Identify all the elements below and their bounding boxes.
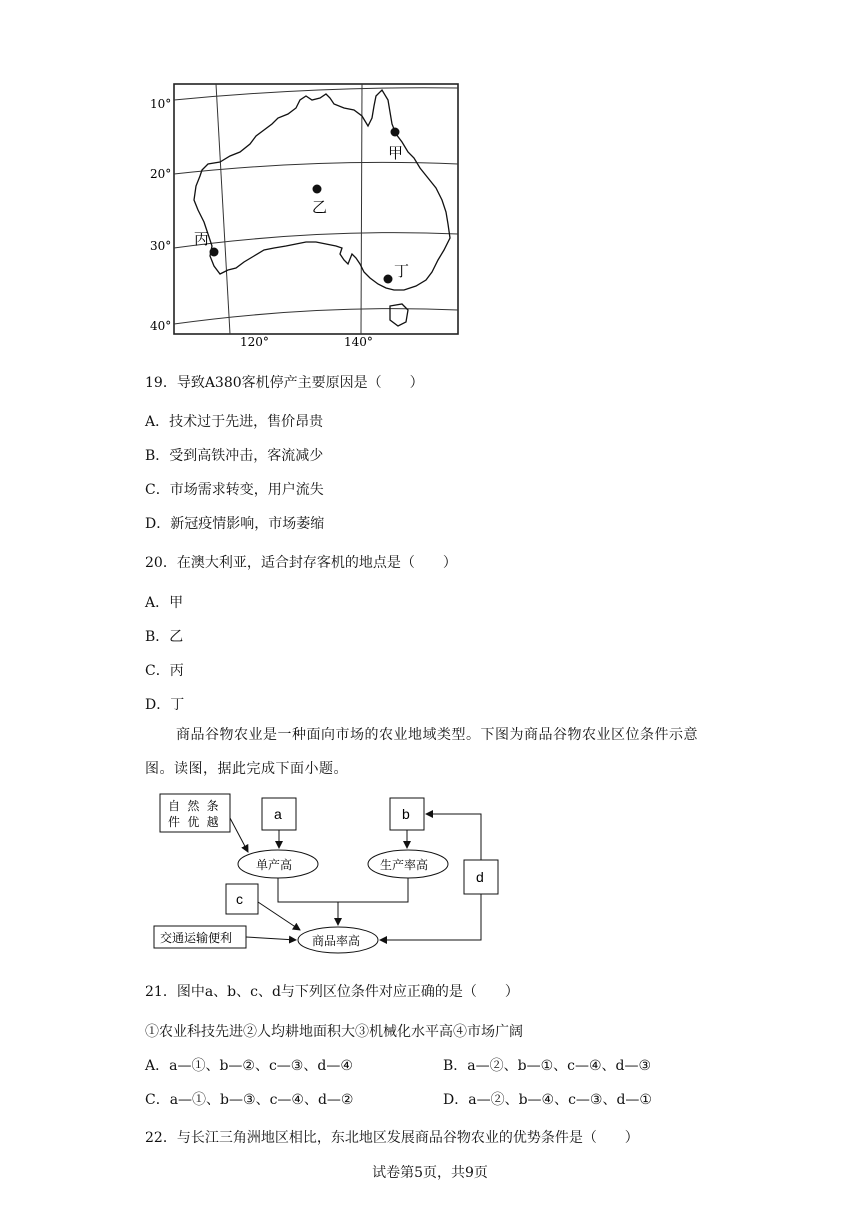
arrow-transport-to-commodity bbox=[246, 937, 296, 940]
q20-option-b[interactable]: B．乙 bbox=[145, 629, 184, 645]
graticule-20 bbox=[174, 162, 458, 174]
q20-stem: 20．在澳大利亚，适合封存客机的地点是（ ） bbox=[145, 555, 457, 571]
lat-label-10: 10° bbox=[150, 97, 172, 111]
q19-option-d[interactable]: D．新冠疫情影响，市场萎缩 bbox=[145, 516, 325, 532]
lat-label-30: 30° bbox=[150, 239, 172, 253]
q21-choices: ①农业科技先进②人均耕地面积大③机械化水平高④市场广阔 bbox=[145, 1024, 523, 1040]
meridian-120 bbox=[216, 84, 230, 334]
yield-label: 单产高 bbox=[256, 858, 293, 872]
place-label-ding: 丁 bbox=[394, 262, 410, 280]
graticule-40 bbox=[174, 309, 458, 324]
q20-option-d[interactable]: D．丁 bbox=[145, 697, 185, 713]
q21-option-b[interactable]: B．a—②、b—①、c—④、d—③ bbox=[443, 1058, 652, 1074]
q21-option-a[interactable]: A．a—①、b—②、c—③、d—④ bbox=[145, 1058, 353, 1074]
q21-stem: 21．图中a、b、c、d与下列区位条件对应正确的是（ ） bbox=[145, 984, 519, 1000]
q19-stem: 19．导致A380客机停产主要原因是（ ） bbox=[145, 375, 424, 391]
lat-label-20: 20° bbox=[150, 167, 172, 181]
intro-line-1: 商品谷物农业是一种面向市场的农业地域类型。下图为商品谷物农业区位条件示意 bbox=[176, 727, 698, 743]
connector-yield-productivity bbox=[278, 878, 408, 902]
place-dot-jia bbox=[391, 128, 400, 137]
box-d-label: d bbox=[476, 869, 484, 885]
grain-farming-diagram bbox=[150, 790, 520, 960]
q19-option-c[interactable]: C．市场需求转变，用户流失 bbox=[145, 482, 324, 498]
transport-label: 交通运输便利 bbox=[160, 931, 233, 945]
intro-line-2: 图。读图，据此完成下面小题。 bbox=[145, 761, 348, 777]
box-a-label: a bbox=[274, 806, 282, 822]
meridian-140 bbox=[361, 84, 362, 334]
tasmania-outline bbox=[390, 304, 408, 326]
commodity-label: 商品率高 bbox=[312, 934, 361, 948]
arrow-c-to-commodity bbox=[258, 902, 300, 930]
q21-option-d[interactable]: D．a—②、b—④、c—③、d—① bbox=[443, 1092, 652, 1108]
q20-option-a[interactable]: A．甲 bbox=[145, 595, 184, 611]
box-c-label: c bbox=[236, 891, 243, 907]
place-label-yi: 乙 bbox=[312, 198, 328, 216]
q21-option-c[interactable]: C．a—①、b—③、c—④、d—② bbox=[145, 1092, 354, 1108]
natural-line-2: 件 优 越 bbox=[168, 815, 221, 829]
box-b-label: b bbox=[402, 806, 410, 822]
natural-line-1: 自 然 条 bbox=[168, 799, 221, 813]
place-dot-yi bbox=[313, 185, 322, 194]
q20-option-c[interactable]: C．丙 bbox=[145, 663, 184, 679]
place-dot-bing bbox=[210, 248, 219, 257]
lat-label-40: 40° bbox=[150, 319, 172, 333]
place-label-jia: 甲 bbox=[388, 144, 404, 162]
page-footer: 试卷第5页，共9页 bbox=[372, 1165, 488, 1181]
q19-option-a[interactable]: A．技术过于先进，售价昂贵 bbox=[145, 414, 324, 430]
graticule-30 bbox=[174, 233, 458, 248]
place-dot-ding bbox=[384, 275, 393, 284]
arrow-natural-to-yield bbox=[230, 818, 248, 852]
q19-option-b[interactable]: B．受到高铁冲击，客流减少 bbox=[145, 448, 324, 464]
q22-stem: 22．与长江三角洲地区相比，东北地区发展商品谷物农业的优势条件是（ ） bbox=[145, 1130, 639, 1146]
lon-label-120: 120° bbox=[240, 335, 269, 348]
place-label-bing: 丙 bbox=[194, 230, 210, 248]
lon-label-140: 140° bbox=[344, 335, 373, 348]
productivity-label: 生产率高 bbox=[380, 858, 429, 872]
australia-map bbox=[150, 78, 480, 348]
australia-outline bbox=[194, 90, 450, 290]
arrow-d-to-commodity bbox=[380, 894, 481, 940]
